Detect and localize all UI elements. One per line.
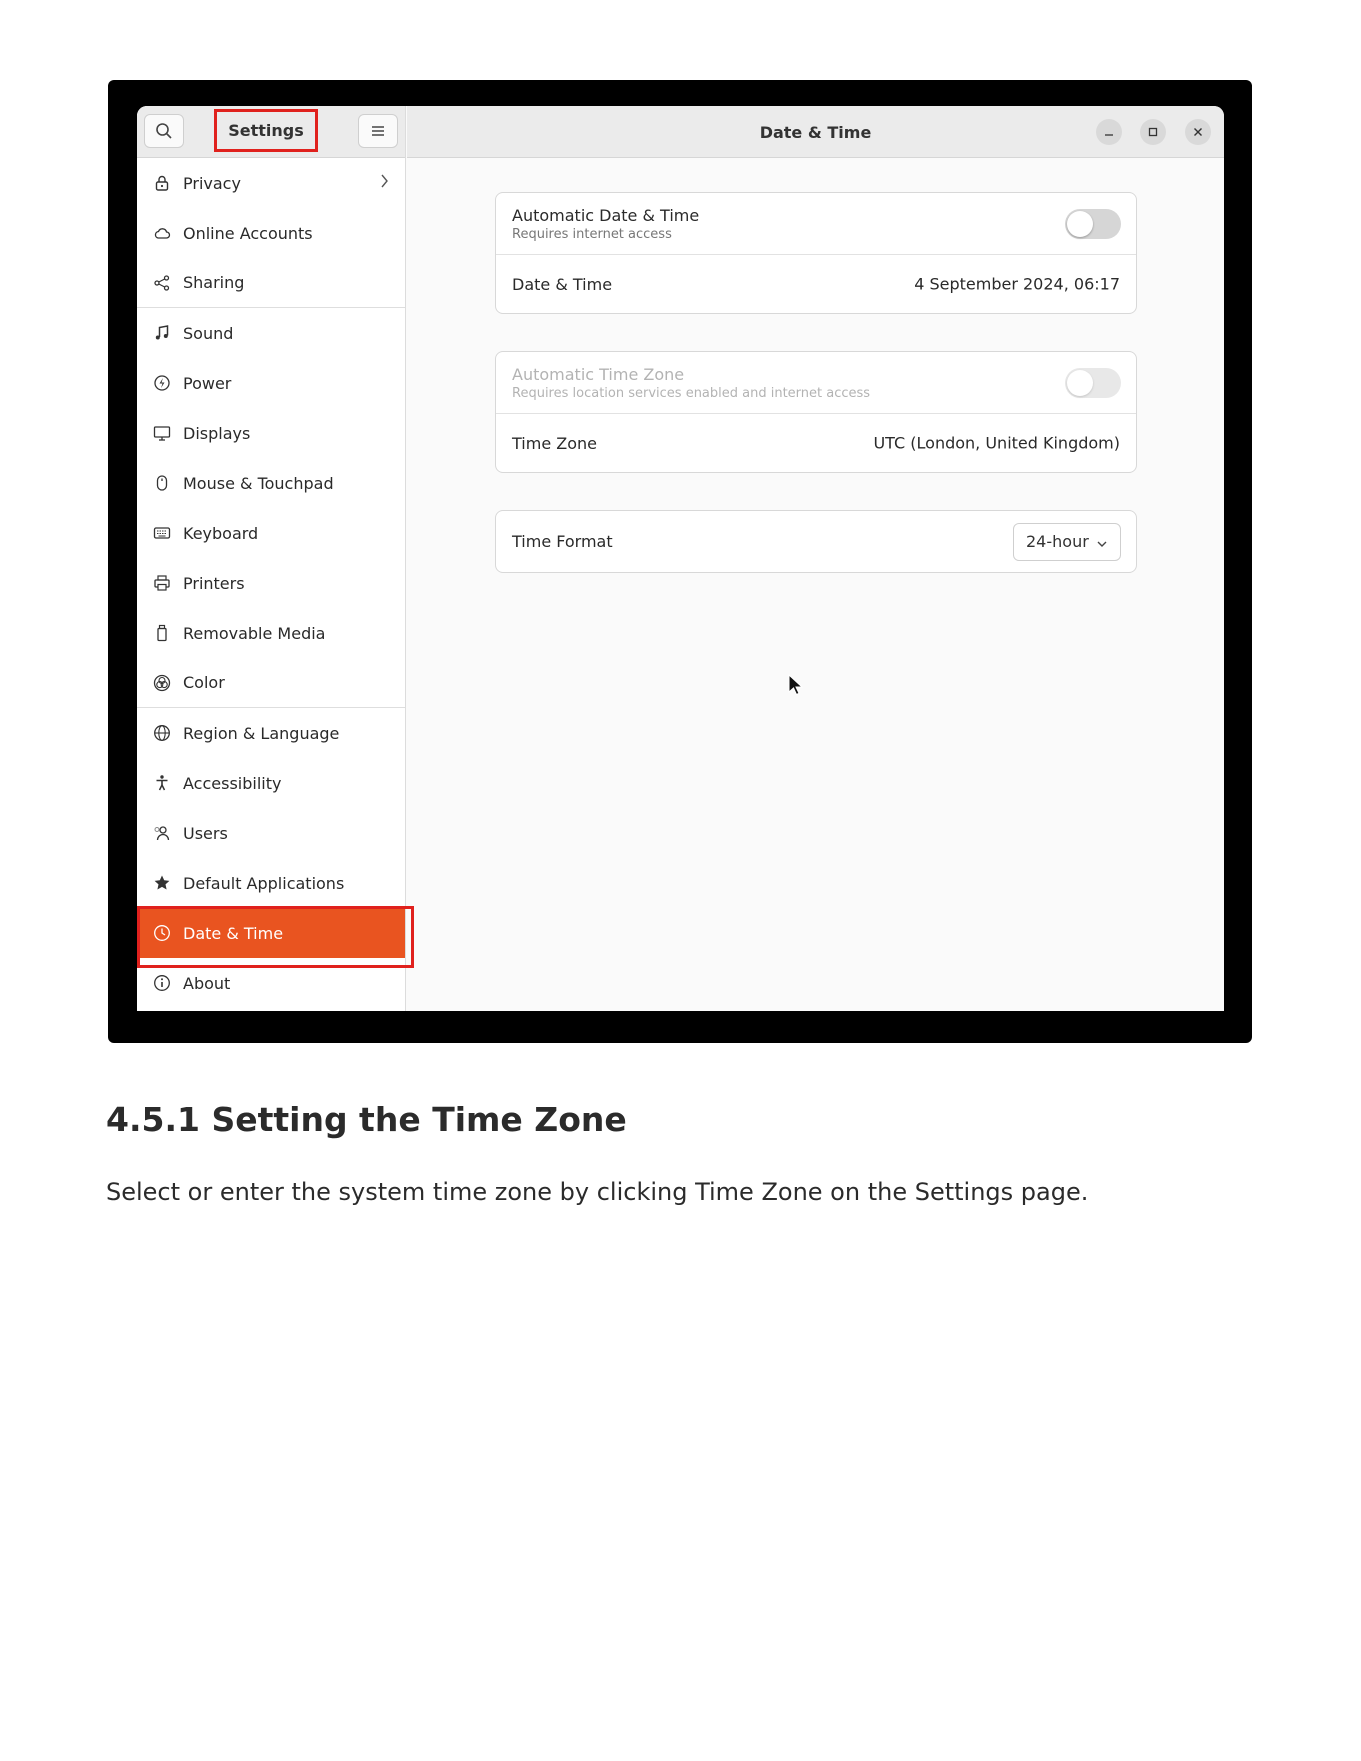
sidebar-item-label: Removable Media: [183, 623, 326, 643]
auto-time-zone-title: Automatic Time Zone: [512, 364, 685, 384]
sidebar-item-keyboard[interactable]: [137, 508, 405, 558]
minimize-icon: [1103, 126, 1115, 138]
auto-time-zone-row: [496, 352, 1136, 413]
minimize-button[interactable]: [1096, 119, 1122, 145]
hamburger-icon: [370, 124, 386, 138]
sidebar-item-region-language[interactable]: [137, 708, 405, 758]
sidebar-item-displays[interactable]: [137, 408, 405, 458]
date-time-card: [495, 192, 1137, 314]
search-button[interactable]: [144, 114, 184, 148]
star-icon: [152, 873, 172, 893]
sidebar-item-label: Sound: [183, 323, 234, 343]
menu-button[interactable]: [358, 114, 398, 148]
time-format-row: [496, 511, 1136, 572]
time-format-card: [495, 510, 1137, 573]
sidebar-item-about[interactable]: [137, 958, 405, 1008]
sidebar-item-mouse-touchpad[interactable]: [137, 458, 405, 508]
sidebar-item-label: Color: [183, 673, 225, 692]
sidebar-item-printers[interactable]: [137, 558, 405, 608]
mouse-pointer-icon: [788, 674, 804, 700]
auto-time-zone-subtitle: Requires location services enabled and internet access: [512, 385, 871, 401]
section-heading: 4.5.1 Setting the Time Zone: [106, 1100, 627, 1139]
page-title: Date & Time: [759, 122, 872, 142]
sidebar-item-label: Default Applications: [183, 873, 345, 893]
sidebar-header: [137, 106, 405, 158]
sidebar-item-date-time[interactable]: [137, 908, 405, 958]
sidebar-item-privacy[interactable]: [137, 158, 405, 208]
time-format-value: 24-hour: [1026, 532, 1089, 551]
sidebar-item-label: Displays: [183, 423, 251, 443]
time-zone-card: [495, 351, 1137, 473]
time-zone-label: Time Zone: [512, 433, 597, 453]
cloud-icon: [152, 223, 172, 243]
power-icon: [152, 373, 172, 393]
sidebar-item-sound[interactable]: [137, 308, 405, 358]
auto-date-time-title: Automatic Date & Time: [512, 205, 700, 225]
time-format-label: Time Format: [512, 532, 613, 551]
lock-icon: [152, 173, 172, 193]
section-body: Select or enter the system time zone by clicking Time Zone on the Settings page.: [106, 1178, 1089, 1206]
auto-date-time-row: [496, 193, 1136, 254]
chevron-down-icon: [1096, 535, 1108, 554]
display-icon: [152, 423, 172, 443]
maximize-icon: [1147, 126, 1159, 138]
sidebar-item-label: Region & Language: [183, 723, 340, 743]
accessibility-icon: [152, 773, 172, 793]
close-icon: [1192, 126, 1204, 138]
auto-time-zone-toggle[interactable]: [1065, 368, 1121, 398]
search-icon: [155, 122, 173, 140]
clock-icon: [152, 923, 172, 943]
sidebar-item-label: Keyboard: [183, 523, 259, 543]
main-header: [407, 106, 1224, 158]
sidebar-item-label: About: [183, 973, 231, 993]
color-icon: [152, 673, 172, 693]
sidebar-item-label: Sharing: [183, 273, 245, 292]
sidebar-item-sharing[interactable]: [137, 258, 405, 308]
settings-window: [137, 106, 1224, 1011]
sidebar-item-color[interactable]: [137, 658, 405, 708]
sidebar-title: Settings: [214, 109, 318, 152]
date-time-row[interactable]: [496, 254, 1136, 313]
sidebar-item-label: Date & Time: [183, 923, 284, 943]
time-zone-row[interactable]: [496, 413, 1136, 472]
time-format-dropdown[interactable]: [1013, 523, 1121, 561]
users-icon: [152, 823, 172, 843]
sidebar-item-label: Accessibility: [183, 773, 282, 793]
main-panel: [407, 106, 1224, 1011]
printer-icon: [152, 573, 172, 593]
auto-date-time-toggle[interactable]: [1065, 209, 1121, 239]
auto-date-time-subtitle: Requires internet access: [512, 226, 672, 242]
share-icon: [152, 273, 172, 293]
date-time-label: Date & Time: [512, 274, 613, 294]
sidebar-item-label: Mouse & Touchpad: [183, 473, 334, 493]
sidebar-item-label: Users: [183, 823, 228, 843]
date-time-value: 4 September 2024, 06:17: [914, 274, 1120, 294]
sidebar: [137, 106, 406, 1011]
usb-drive-icon: [152, 623, 172, 643]
sidebar-item-label: Power: [183, 373, 232, 393]
music-note-icon: [152, 323, 172, 343]
chevron-right-icon: [379, 173, 389, 193]
sidebar-item-users[interactable]: [137, 808, 405, 858]
sidebar-item-label: Privacy: [183, 173, 241, 193]
sidebar-item-online-accounts[interactable]: [137, 208, 405, 258]
maximize-button[interactable]: [1140, 119, 1166, 145]
sidebar-item-accessibility[interactable]: [137, 758, 405, 808]
sidebar-item-power[interactable]: [137, 358, 405, 408]
info-icon: [152, 973, 172, 993]
sidebar-item-removable-media[interactable]: [137, 608, 405, 658]
time-zone-value: UTC (London, United Kingdom): [873, 433, 1120, 453]
keyboard-icon: [152, 523, 172, 543]
mouse-icon: [152, 473, 172, 493]
sidebar-item-label: Online Accounts: [183, 223, 313, 243]
close-button[interactable]: [1185, 119, 1211, 145]
sidebar-item-default-applications[interactable]: [137, 858, 405, 908]
sidebar-item-label: Printers: [183, 573, 245, 593]
globe-icon: [152, 723, 172, 743]
